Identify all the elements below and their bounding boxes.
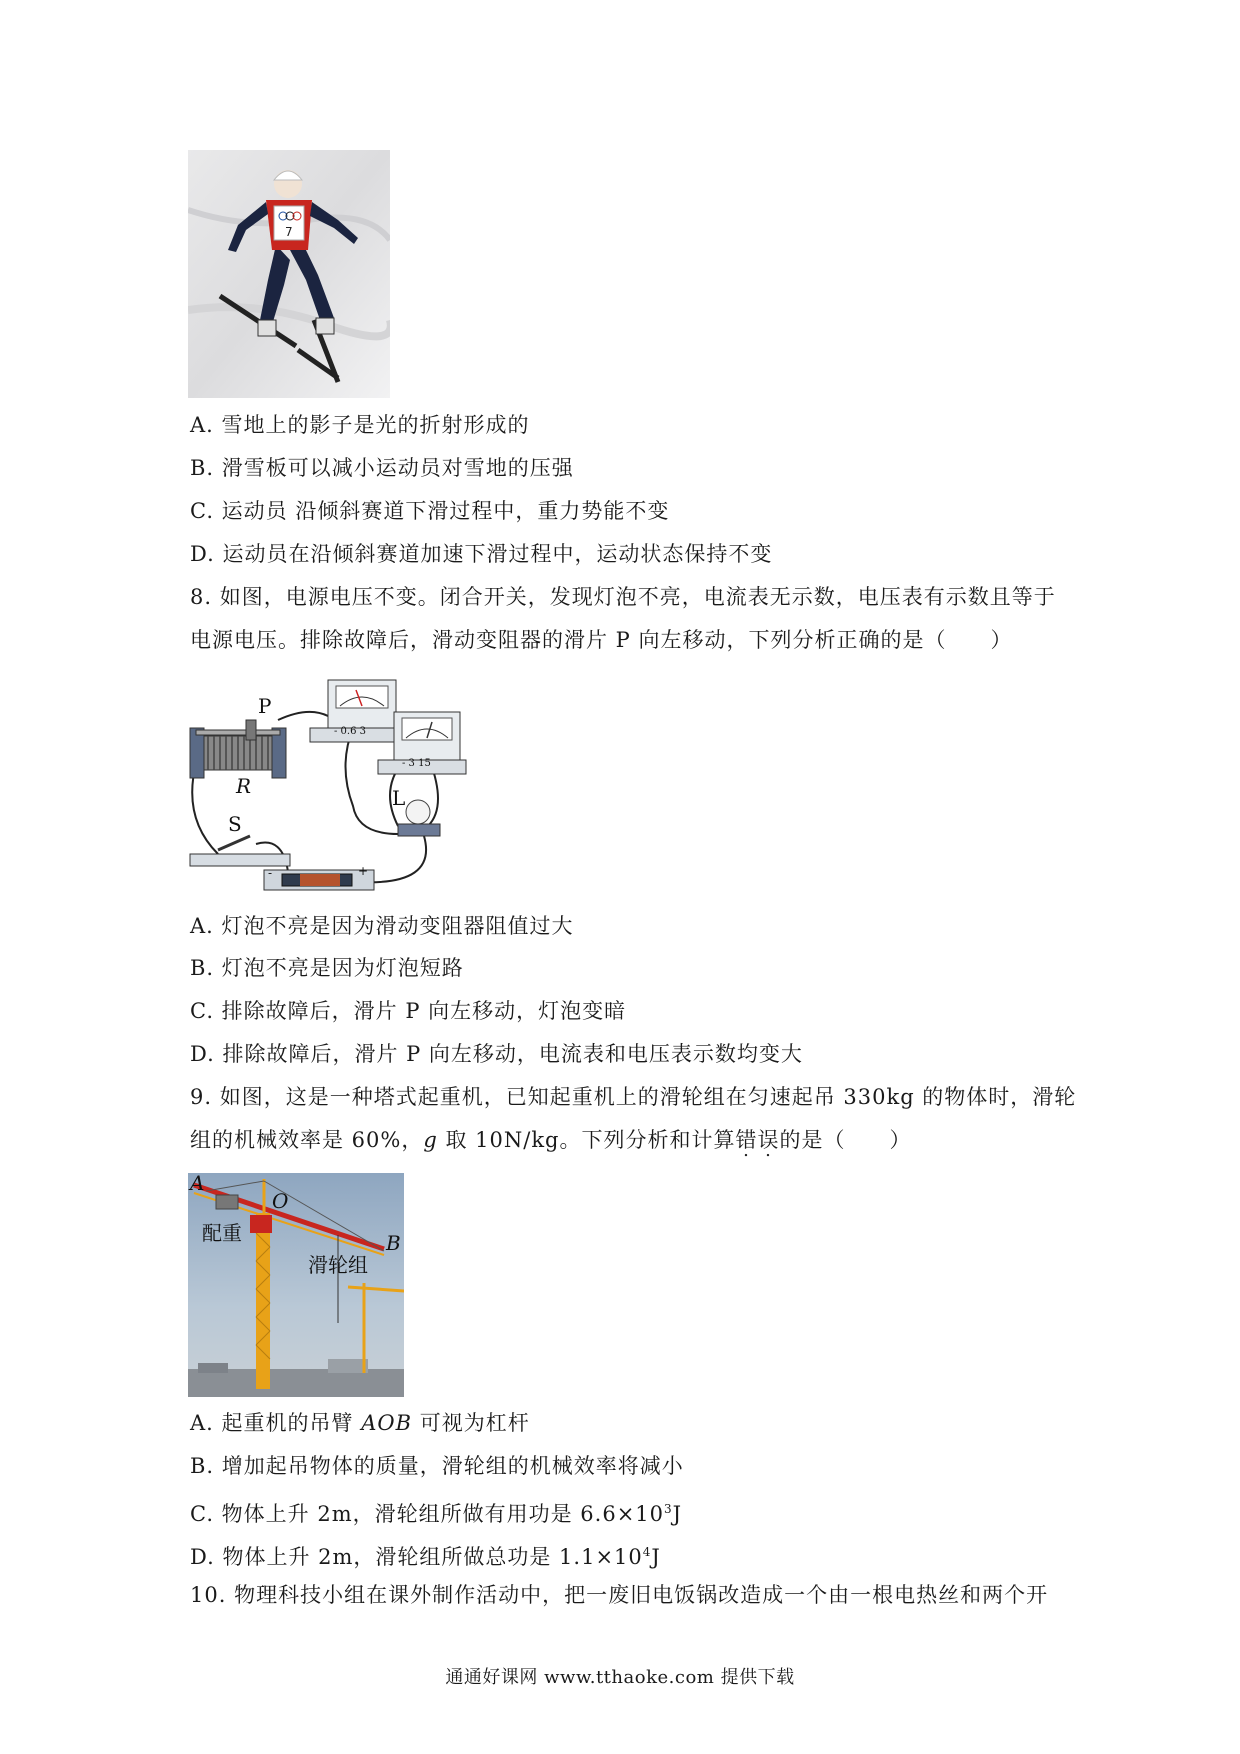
q9-option-a-ital: AOB [361,1411,413,1435]
q8-option-a: A. 灯泡不亮是因为滑动变阻器阻值过大 [190,914,574,938]
q9-stem-line2 [190,1125,912,1155]
q8-option-c: C. 排除故障后，滑片 P 向左移动，灯泡变暗 [190,999,627,1023]
crane-label-counterweight: 配重 [202,1221,242,1245]
q9-option-a-post: 可视为杠杆 [412,1411,530,1435]
crane-photo [188,1173,404,1397]
q9-option-d-pre: D. 物体上升 2m，滑轮组所做总功是 1.1×10 [190,1545,643,1569]
svg-text:7: 7 [285,225,293,239]
skier-photo [188,150,390,398]
crane-label-pulley: 滑轮组 [308,1253,368,1277]
circuit-figure [188,676,498,898]
label-l: L [392,786,406,810]
q10-stem-line1: 10. 物理科技小组在课外制作活动中，把一废旧电饭锅改造成一个由一根电热丝和两个开 [190,1583,1049,1607]
ammeter-scale: - 0.6 3 [334,726,367,737]
q9-option-d-sup: 4 [642,1545,652,1559]
q7-option-d: D. 运动员在沿倾斜赛道加速下滑过程中，运动状态保持不变 [190,542,773,566]
q8-option-d: D. 排除故障后，滑片 P 向左移动，电流表和电压表示数均变大 [190,1042,803,1066]
crane-label-o: O [272,1189,289,1213]
page-footer: 通通好课网 www.tthaoke.com 提供下载 [445,1667,795,1688]
crane-label-b: B [386,1231,401,1255]
q9-option-b: B. 增加起吊物体的质量，滑轮组的机械效率将减小 [190,1454,684,1478]
q8-option-b: B. 灯泡不亮是因为灯泡短路 [190,956,464,980]
q9-option-a [190,1408,530,1438]
label-p: P [258,694,272,718]
q7-option-a: A. 雪地上的影子是光的折射形成的 [190,413,530,437]
q9-stem-line2-c: 的是（ ） [779,1128,912,1152]
q7-option-b: B. 滑雪板可以减小运动员对雪地的压强 [190,456,574,480]
q9-option-d-post: J [651,1545,661,1569]
battery-minus: - [268,866,273,880]
q9-option-c-sup: 3 [664,1502,673,1516]
q8-stem-line2: 电源电压。排除故障后，滑动变阻器的滑片 P 向左移动，下列分析正确的是（ ） [190,628,1013,652]
q9-stem-g: g [423,1128,438,1152]
q7-option-c: C. 运动员 沿倾斜赛道下滑过程中，重力势能不变 [190,499,670,523]
q9-stem-line1: 9. 如图，这是一种塔式起重机，已知起重机上的滑轮组在匀速起吊 330kg 的物体时，滑轮 [190,1085,1077,1109]
q9-stem-line2-a: 组的机械效率是 60%， [190,1128,424,1152]
battery-plus: + [358,864,369,878]
q8-stem-line1: 8. 如图，电源电压不变。闭合开关，发现灯泡不亮，电流表无示数，电压表有示数且等于 [190,585,1056,609]
q9-emph-2: 误 [757,1128,780,1152]
q9-stem-line2-b: 取 10N/kg。下列分析和计算 [437,1128,736,1152]
label-s: S [228,812,242,836]
q9-option-c-post: J [672,1502,683,1526]
q9-option-a-pre: A. 起重机的吊臂 [190,1411,362,1435]
q9-emph-1: 错 [735,1128,758,1152]
q9-option-d [190,1537,661,1572]
q9-option-c-pre: C. 物体上升 2m，滑轮组所做有用功是 6.6×10 [190,1502,665,1526]
label-r: R [236,774,252,798]
crane-label-a: A [190,1173,205,1195]
q9-option-c [190,1494,682,1529]
voltmeter-scale: - 3 15 [402,758,431,769]
